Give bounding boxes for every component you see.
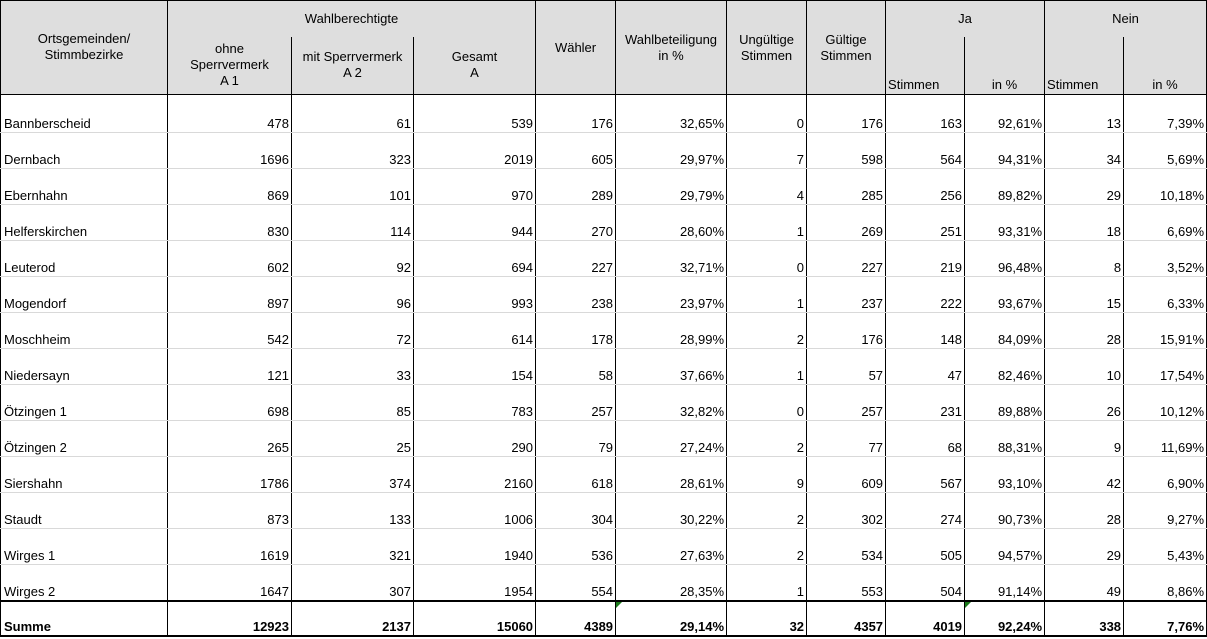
cell-ja-pct[interactable]: 93,67%	[965, 277, 1045, 313]
cell-name[interactable]: Ötzingen 2	[1, 421, 168, 457]
cell-a1[interactable]: 1786	[168, 457, 292, 493]
cell-gueltig[interactable]: 285	[807, 169, 886, 205]
cell-a2[interactable]: 307	[292, 565, 414, 602]
cell-a1[interactable]: 265	[168, 421, 292, 457]
cell-nein-pct[interactable]: 7,39%	[1124, 95, 1207, 133]
cell-a2[interactable]: 25	[292, 421, 414, 457]
cell-ja-pct[interactable]: 82,46%	[965, 349, 1045, 385]
cell-nein-pct[interactable]: 10,12%	[1124, 385, 1207, 421]
table-row[interactable]	[1, 313, 1207, 349]
table-row[interactable]	[1, 493, 1207, 529]
cell-ja[interactable]: 251	[886, 205, 965, 241]
cell-beteiligung[interactable]: 23,97%	[616, 277, 727, 313]
cell-a[interactable]: 15060	[414, 601, 536, 636]
cell-a[interactable]: 970	[414, 169, 536, 205]
cell-ungueltig[interactable]: 2	[727, 529, 807, 565]
cell-a1[interactable]: 542	[168, 313, 292, 349]
cell-a1[interactable]: 698	[168, 385, 292, 421]
cell-ungueltig[interactable]: 32	[727, 601, 807, 636]
table-row[interactable]	[1, 457, 1207, 493]
cell-name[interactable]: Mogendorf	[1, 277, 168, 313]
cell-nein[interactable]: 8	[1045, 241, 1124, 277]
cell-waehler[interactable]: 605	[536, 133, 616, 169]
cell-ungueltig[interactable]: 9	[727, 457, 807, 493]
cell-beteiligung[interactable]: 27,63%	[616, 529, 727, 565]
cell-nein-pct[interactable]: 6,90%	[1124, 457, 1207, 493]
cell-ja-pct[interactable]: 94,57%	[965, 529, 1045, 565]
cell-ja[interactable]: 256	[886, 169, 965, 205]
cell-ungueltig[interactable]: 1	[727, 349, 807, 385]
cell-gueltig[interactable]: 4357	[807, 601, 886, 636]
cell-waehler[interactable]: 257	[536, 385, 616, 421]
cell-nein[interactable]: 29	[1045, 529, 1124, 565]
cell-waehler[interactable]: 618	[536, 457, 616, 493]
cell-a[interactable]: 944	[414, 205, 536, 241]
cell-gueltig[interactable]: 237	[807, 277, 886, 313]
table-row[interactable]	[1, 241, 1207, 277]
cell-name[interactable]: Bannberscheid	[1, 95, 168, 133]
cell-ja[interactable]: 47	[886, 349, 965, 385]
cell-a2[interactable]: 72	[292, 313, 414, 349]
cell-a1[interactable]: 873	[168, 493, 292, 529]
header-nein[interactable]: Nein	[1045, 1, 1207, 37]
cell-a2[interactable]: 33	[292, 349, 414, 385]
cell-nein-pct[interactable]: 5,43%	[1124, 529, 1207, 565]
table-row[interactable]	[1, 349, 1207, 385]
cell-ja-pct[interactable]: 96,48%	[965, 241, 1045, 277]
cell-nein[interactable]: 42	[1045, 457, 1124, 493]
cell-gueltig[interactable]: 57	[807, 349, 886, 385]
cell-ungueltig[interactable]: 1	[727, 205, 807, 241]
header-gueltige[interactable]: Gültige Stimmen	[807, 1, 886, 95]
cell-waehler[interactable]: 58	[536, 349, 616, 385]
table-row[interactable]	[1, 421, 1207, 457]
cell-nein[interactable]: 18	[1045, 205, 1124, 241]
cell-nein[interactable]: 10	[1045, 349, 1124, 385]
cell-waehler[interactable]: 536	[536, 529, 616, 565]
cell-name[interactable]: Leuterod	[1, 241, 168, 277]
cell-ungueltig[interactable]: 4	[727, 169, 807, 205]
cell-nein[interactable]: 29	[1045, 169, 1124, 205]
cell-a1[interactable]: 1696	[168, 133, 292, 169]
cell-ja-pct[interactable]: 91,14%	[965, 565, 1045, 602]
cell-beteiligung[interactable]: 37,66%	[616, 349, 727, 385]
cell-a1[interactable]: 121	[168, 349, 292, 385]
cell-beteiligung[interactable]: 32,71%	[616, 241, 727, 277]
cell-nein[interactable]: 9	[1045, 421, 1124, 457]
cell-a[interactable]: 1006	[414, 493, 536, 529]
cell-nein-pct[interactable]: 9,27%	[1124, 493, 1207, 529]
cell-nein-pct[interactable]: 6,33%	[1124, 277, 1207, 313]
cell-nein[interactable]: 28	[1045, 313, 1124, 349]
cell-ja[interactable]: 163	[886, 95, 965, 133]
cell-ja[interactable]: 274	[886, 493, 965, 529]
table-row[interactable]	[1, 95, 1207, 133]
cell-a2[interactable]: 61	[292, 95, 414, 133]
cell-ungueltig[interactable]: 2	[727, 313, 807, 349]
cell-a[interactable]: 1940	[414, 529, 536, 565]
cell-ja-pct[interactable]: 84,09%	[965, 313, 1045, 349]
header-ja-stimmen[interactable]: Stimmen	[886, 37, 965, 95]
header-wahlbeteiligung[interactable]: Wahlbeteiligung in %	[616, 1, 727, 95]
header-mit-sperrvermerk[interactable]: mit Sperrvermerk A 2	[292, 37, 414, 95]
cell-ja[interactable]: 148	[886, 313, 965, 349]
header-waehler[interactable]: Wähler	[536, 1, 616, 95]
cell-a1[interactable]: 830	[168, 205, 292, 241]
cell-beteiligung[interactable]: 28,61%	[616, 457, 727, 493]
cell-a2[interactable]: 114	[292, 205, 414, 241]
header-gesamt[interactable]: Gesamt A	[414, 37, 536, 95]
cell-gueltig[interactable]: 534	[807, 529, 886, 565]
cell-gueltig[interactable]: 176	[807, 313, 886, 349]
header-ortsgemeinden[interactable]: Ortsgemeinden/ Stimmbezirke	[1, 1, 168, 95]
cell-nein[interactable]: 13	[1045, 95, 1124, 133]
cell-name[interactable]: Moschheim	[1, 313, 168, 349]
cell-ja-pct[interactable]: 94,31%	[965, 133, 1045, 169]
cell-a1[interactable]: 478	[168, 95, 292, 133]
cell-ja[interactable]: 231	[886, 385, 965, 421]
cell-nein-pct[interactable]: 15,91%	[1124, 313, 1207, 349]
cell-a[interactable]: 2019	[414, 133, 536, 169]
header-ungueltige[interactable]: Ungültige Stimmen	[727, 1, 807, 95]
cell-waehler[interactable]: 289	[536, 169, 616, 205]
cell-waehler[interactable]: 227	[536, 241, 616, 277]
cell-beteiligung[interactable]: 29,14%	[616, 601, 727, 636]
cell-ja[interactable]: 219	[886, 241, 965, 277]
cell-a[interactable]: 694	[414, 241, 536, 277]
cell-waehler[interactable]: 178	[536, 313, 616, 349]
table-row[interactable]	[1, 385, 1207, 421]
cell-ungueltig[interactable]: 2	[727, 421, 807, 457]
cell-nein[interactable]: 34	[1045, 133, 1124, 169]
cell-ungueltig[interactable]: 0	[727, 241, 807, 277]
cell-name[interactable]: Wirges 2	[1, 565, 168, 602]
cell-gueltig[interactable]: 77	[807, 421, 886, 457]
cell-a2[interactable]: 133	[292, 493, 414, 529]
cell-beteiligung[interactable]: 29,79%	[616, 169, 727, 205]
cell-ja-pct[interactable]: 93,31%	[965, 205, 1045, 241]
cell-name[interactable]: Helferskirchen	[1, 205, 168, 241]
cell-name[interactable]: Dernbach	[1, 133, 168, 169]
cell-waehler[interactable]: 176	[536, 95, 616, 133]
cell-name[interactable]: Wirges 1	[1, 529, 168, 565]
cell-a2[interactable]: 374	[292, 457, 414, 493]
table-row[interactable]	[1, 205, 1207, 241]
cell-ja[interactable]: 505	[886, 529, 965, 565]
cell-a1[interactable]: 1619	[168, 529, 292, 565]
table-body	[1, 95, 1207, 602]
cell-ungueltig[interactable]: 0	[727, 385, 807, 421]
cell-a[interactable]: 154	[414, 349, 536, 385]
cell-ungueltig[interactable]: 1	[727, 565, 807, 602]
cell-ja[interactable]: 567	[886, 457, 965, 493]
cell-ungueltig[interactable]: 2	[727, 493, 807, 529]
cell-a2[interactable]: 2137	[292, 601, 414, 636]
table-header	[1, 1, 1207, 95]
cell-a1[interactable]: 869	[168, 169, 292, 205]
cell-nein-pct[interactable]: 8,86%	[1124, 565, 1207, 602]
cell-waehler[interactable]: 4389	[536, 601, 616, 636]
cell-ja[interactable]: 222	[886, 277, 965, 313]
cell-beteiligung[interactable]: 28,99%	[616, 313, 727, 349]
cell-gueltig[interactable]: 553	[807, 565, 886, 602]
cell-beteiligung[interactable]: 27,24%	[616, 421, 727, 457]
cell-a2[interactable]: 96	[292, 277, 414, 313]
cell-name[interactable]: Niedersayn	[1, 349, 168, 385]
cell-gueltig[interactable]: 176	[807, 95, 886, 133]
cell-ja[interactable]: 68	[886, 421, 965, 457]
cell-name[interactable]: Siershahn	[1, 457, 168, 493]
cell-a[interactable]: 614	[414, 313, 536, 349]
cell-ungueltig[interactable]: 0	[727, 95, 807, 133]
cell-ja-pct[interactable]: 92,24%	[965, 601, 1045, 636]
cell-ja-pct[interactable]: 90,73%	[965, 493, 1045, 529]
table-row[interactable]	[1, 133, 1207, 169]
cell-a2[interactable]: 101	[292, 169, 414, 205]
header-ja-pct[interactable]: in %	[965, 37, 1045, 95]
cell-beteiligung[interactable]: 32,82%	[616, 385, 727, 421]
cell-ungueltig[interactable]: 7	[727, 133, 807, 169]
cell-nein[interactable]: 15	[1045, 277, 1124, 313]
header-ohne-sperrvermerk[interactable]: ohne Sperrvermerk A 1	[168, 37, 292, 95]
cell-nein[interactable]: 26	[1045, 385, 1124, 421]
cell-gueltig[interactable]: 257	[807, 385, 886, 421]
cell-ja-pct[interactable]: 93,10%	[965, 457, 1045, 493]
cell-nein-pct[interactable]: 6,69%	[1124, 205, 1207, 241]
cell-waehler[interactable]: 79	[536, 421, 616, 457]
cell-waehler[interactable]: 304	[536, 493, 616, 529]
header-nein-pct[interactable]: in %	[1124, 37, 1207, 95]
cell-beteiligung[interactable]: 32,65%	[616, 95, 727, 133]
cell-beteiligung[interactable]: 28,35%	[616, 565, 727, 602]
cell-ja[interactable]: 4019	[886, 601, 965, 636]
cell-beteiligung[interactable]: 30,22%	[616, 493, 727, 529]
header-wahlberechtigte[interactable]: Wahlberechtigte	[168, 1, 536, 37]
cell-a2[interactable]: 323	[292, 133, 414, 169]
cell-a2[interactable]: 85	[292, 385, 414, 421]
cell-a1[interactable]: 897	[168, 277, 292, 313]
cell-waehler[interactable]: 554	[536, 565, 616, 602]
cell-a1[interactable]: 602	[168, 241, 292, 277]
cell-nein-pct[interactable]: 10,18%	[1124, 169, 1207, 205]
header-nein-stimmen[interactable]: Stimmen	[1045, 37, 1124, 95]
cell-gueltig[interactable]: 609	[807, 457, 886, 493]
cell-nein-pct[interactable]: 17,54%	[1124, 349, 1207, 385]
cell-name[interactable]: Summe	[1, 601, 168, 636]
cell-ja[interactable]: 564	[886, 133, 965, 169]
cell-ja-pct[interactable]: 89,82%	[965, 169, 1045, 205]
header-ja[interactable]: Ja	[886, 1, 1045, 37]
cell-waehler[interactable]: 238	[536, 277, 616, 313]
cell-a2[interactable]: 92	[292, 241, 414, 277]
cell-ja-pct[interactable]: 89,88%	[965, 385, 1045, 421]
cell-name[interactable]: Staudt	[1, 493, 168, 529]
cell-a[interactable]: 290	[414, 421, 536, 457]
cell-beteiligung[interactable]: 29,97%	[616, 133, 727, 169]
cell-a[interactable]: 2160	[414, 457, 536, 493]
cell-gueltig[interactable]: 269	[807, 205, 886, 241]
cell-a[interactable]: 1954	[414, 565, 536, 602]
cell-gueltig[interactable]: 598	[807, 133, 886, 169]
cell-ja-pct[interactable]: 88,31%	[965, 421, 1045, 457]
cell-a[interactable]: 539	[414, 95, 536, 133]
cell-ungueltig[interactable]: 1	[727, 277, 807, 313]
table-row[interactable]	[1, 529, 1207, 565]
cell-ja-pct[interactable]: 92,61%	[965, 95, 1045, 133]
cell-nein-pct[interactable]: 5,69%	[1124, 133, 1207, 169]
cell-nein-pct[interactable]: 11,69%	[1124, 421, 1207, 457]
cell-beteiligung[interactable]: 28,60%	[616, 205, 727, 241]
cell-ja[interactable]: 504	[886, 565, 965, 602]
table-row[interactable]	[1, 277, 1207, 313]
cell-nein[interactable]: 338	[1045, 601, 1124, 636]
table-row[interactable]	[1, 565, 1207, 602]
cell-gueltig[interactable]: 227	[807, 241, 886, 277]
cell-a1[interactable]: 1647	[168, 565, 292, 602]
cell-name[interactable]: Ötzingen 1	[1, 385, 168, 421]
cell-nein-pct[interactable]: 7,76%	[1124, 601, 1207, 636]
table-row[interactable]	[1, 169, 1207, 205]
cell-a1[interactable]: 12923	[168, 601, 292, 636]
cell-a2[interactable]: 321	[292, 529, 414, 565]
cell-a[interactable]: 993	[414, 277, 536, 313]
summe-row[interactable]	[1, 601, 1207, 636]
cell-nein-pct[interactable]: 3,52%	[1124, 241, 1207, 277]
cell-nein[interactable]: 28	[1045, 493, 1124, 529]
cell-waehler[interactable]: 270	[536, 205, 616, 241]
cell-name[interactable]: Ebernhahn	[1, 169, 168, 205]
cell-gueltig[interactable]: 302	[807, 493, 886, 529]
cell-nein[interactable]: 49	[1045, 565, 1124, 602]
cell-a[interactable]: 783	[414, 385, 536, 421]
